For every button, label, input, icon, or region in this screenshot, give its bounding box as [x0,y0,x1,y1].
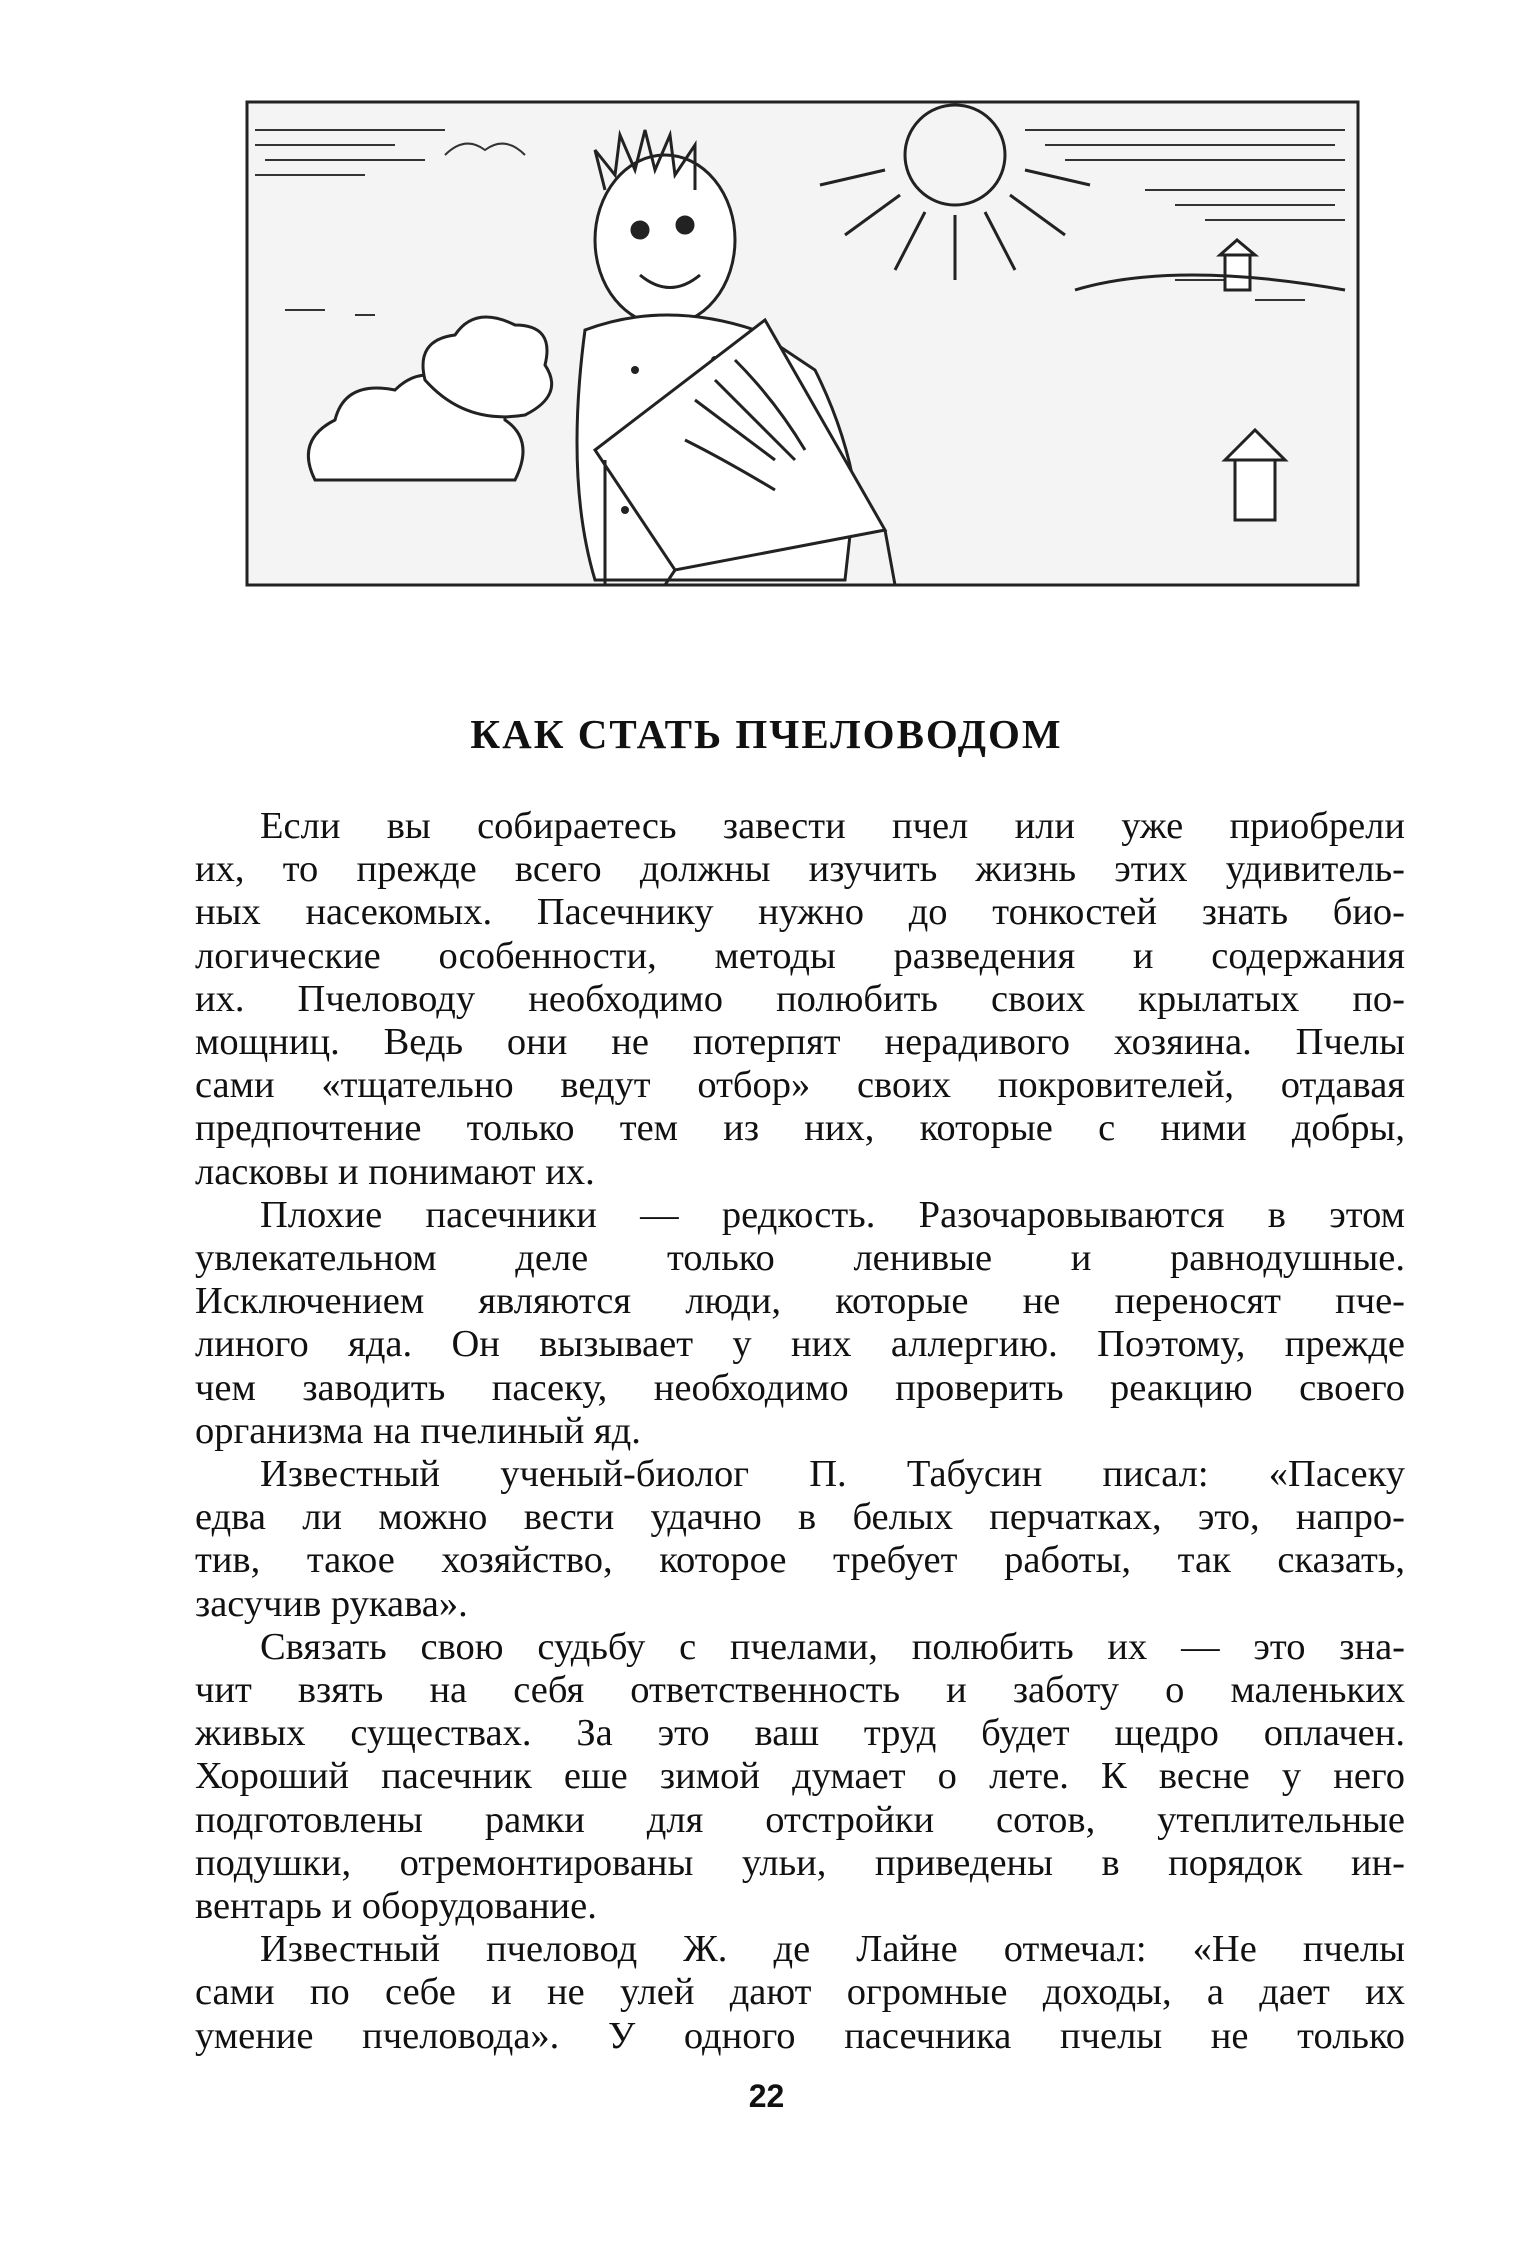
text-line: чем заводить пасеку, необходимо проверить реакцию своего [195,1366,1405,1409]
text-line: организма на пчелиный яд. [195,1409,641,1452]
text-line: Известный ученый-биолог П. Табусин писал: «Пасеку [260,1453,1405,1496]
text-line: Плохие пасечники — редкость. Разочаровываются в этом [260,1193,1405,1236]
page-number: 22 [748,2078,785,2114]
paragraph [195,1194,1405,1453]
text-line: живых существах. За это ваш труд будет щедро оплачен. [195,1712,1405,1755]
paragraph [195,805,1405,1194]
text-line: ласковы и понимают их. [195,1150,595,1193]
text-line: Исключением являются люди, которые не переносят пче- [195,1280,1405,1323]
text-line: Хороший пасечник еше зимой думает о лете. К весне у него [195,1755,1405,1798]
text-line: предпочтение только тем из них, которые с ними добры, [195,1107,1405,1150]
text-line: подушки, отремонтированы ульи, приведены в порядок ин- [195,1841,1405,1884]
paragraph [195,1928,1405,2058]
text-line: умение пчеловода». У одного пасечника пчелы не только [195,2014,1405,2057]
paragraph [195,1626,1405,1928]
text-line: вентарь и оборудование. [195,1885,597,1928]
text-line: Если вы собираетесь завести пчел или уже приобрели [260,805,1405,847]
text-line: засучив рукава». [195,1582,468,1625]
text-line: сами по себе и не улей дают огромные доходы, а дает их [195,1971,1405,2014]
page-title: КАК СТАТЬ ПЧЕЛОВОДОМ [470,711,1063,757]
article-body [195,805,1405,2058]
text-line: едва ли можно вести удачно в белых перчатках, это, напро- [195,1496,1405,1539]
text-line: сами «тщательно ведут отбор» своих покровителей, отдавая [195,1064,1405,1107]
text-line: логические особенности, методы разведения и содержания [195,934,1405,977]
beekeeper-illustration [245,100,1360,587]
text-line: ных насекомых. Пасечнику нужно до тонкостей знать био- [195,891,1405,934]
text-line: подготовлены рамки для отстройки сотов, утеплительные [195,1798,1405,1841]
text-line: увлекательном деле только ленивые и равнодушные. [195,1237,1405,1280]
text-line: Известный пчеловод Ж. де Лайне отмечал: «Не пчелы [260,1928,1405,1971]
text-line: линого яда. Он вызывает у них аллергию. Поэтому, прежде [195,1323,1405,1366]
text-line: тив, такое хозяйство, которое требует работы, так сказать, [195,1539,1405,1582]
text-line: чит взять на себя ответственность и заботу о маленьких [195,1669,1405,1712]
text-line: их. Пчеловоду необходимо полюбить своих крылатых по- [195,977,1405,1020]
text-line: Связать свою судьбу с пчелами, полюбить их — это зна- [260,1625,1405,1668]
text-line: их, то прежде всего должны изучить жизнь этих удивитель- [195,848,1405,891]
text-line: мощниц. Ведь они не потерпят нерадивого хозяина. Пчелы [195,1021,1405,1064]
paragraph [195,1453,1405,1626]
